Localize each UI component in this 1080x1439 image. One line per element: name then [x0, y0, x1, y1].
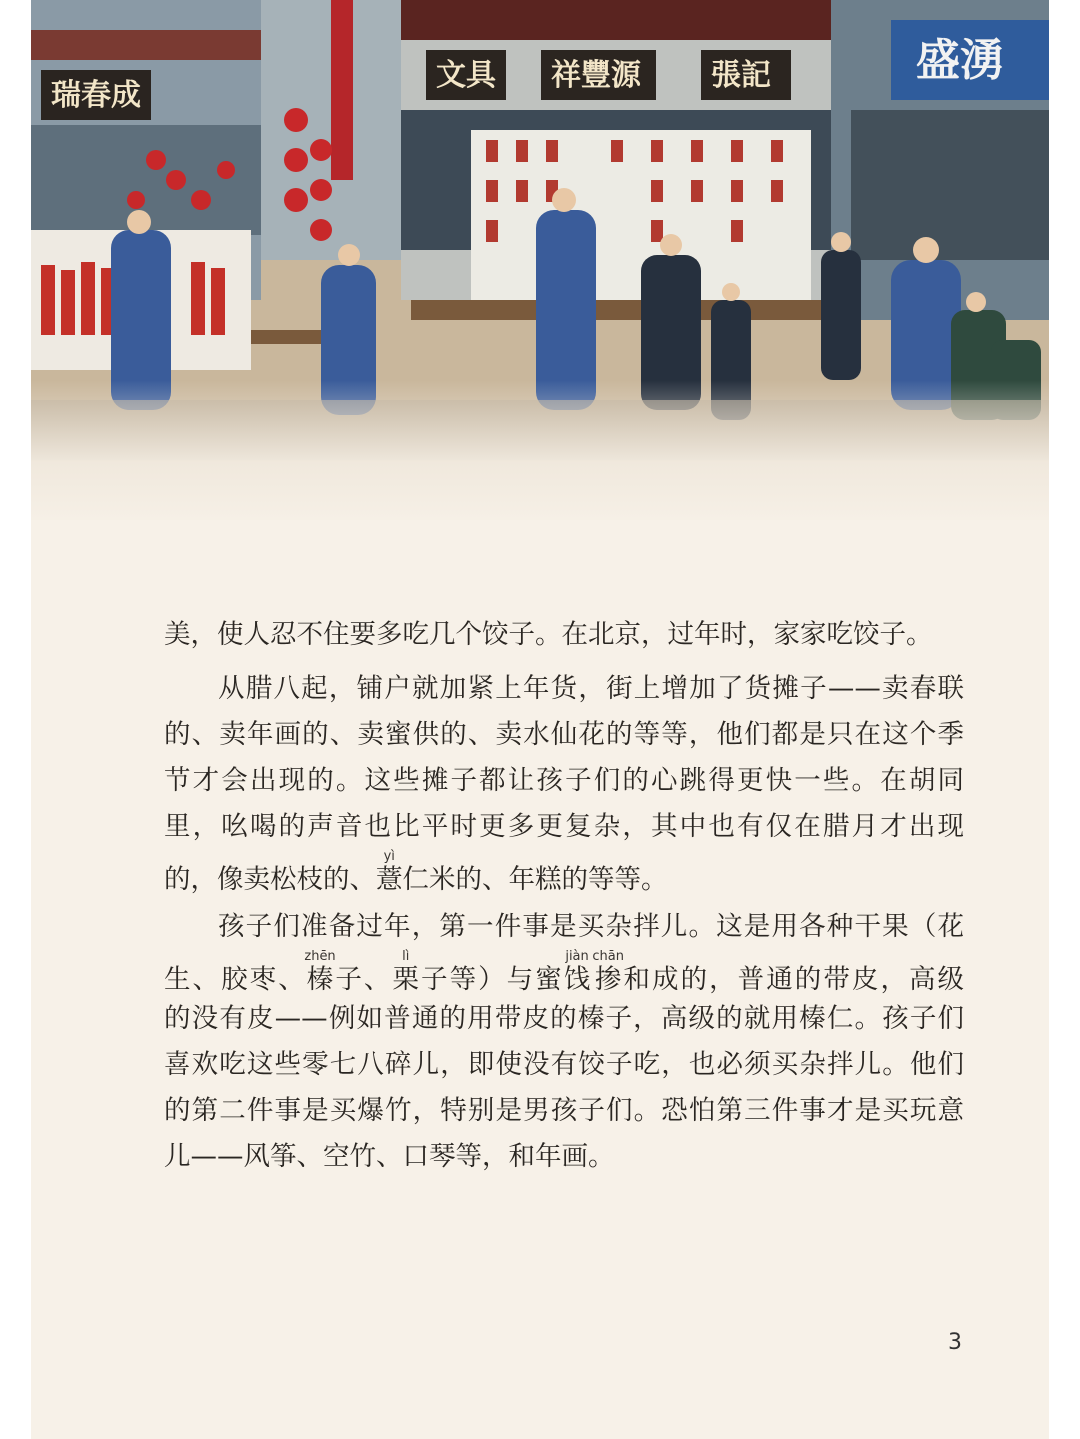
text-line [164, 950, 964, 996]
base-character: 掺 [592, 964, 624, 995]
text-segment: 孩子们准备过年，第一件事是买杂拌儿。这是用各种干果（花 [218, 911, 964, 942]
text-segment: 儿——风筝、空竹、口琴等，和年画。 [164, 1141, 615, 1172]
base-character: 榛 [304, 964, 336, 995]
pinyin-annotation: yì [376, 849, 403, 864]
street-market-illustration [31, 0, 1049, 520]
text-segment: 的，像卖松枝的、 [164, 864, 376, 895]
text-segment: 的第二件事是买爆竹，特别是男孩子们。恐怕第三件事才是买玩意 [164, 1095, 964, 1126]
text-segment: 里，吆喝的声音也比平时更多更复杂，其中也有仅在腊月才出现 [164, 811, 964, 842]
text-line [164, 804, 964, 850]
annotated-character [392, 949, 422, 995]
annotated-character [592, 949, 624, 995]
text-segment: 和成的，普通的带皮，高级 [621, 964, 965, 995]
shop-sign-5: 盛湧 [916, 35, 1004, 86]
shop-sign-1: 瑞春成 [51, 78, 141, 113]
text-segment: 从腊八起，铺户就加紧上年货，街上增加了货摊子——卖春联 [218, 673, 964, 704]
body-text [164, 612, 964, 1180]
text-segment: 子、 [333, 964, 393, 995]
text-line [164, 712, 964, 758]
text-line [164, 850, 964, 896]
base-character: 栗 [392, 964, 422, 995]
text-line [164, 1042, 964, 1088]
text-segment: 的没有皮——例如普通的用带皮的榛子，高级的就用榛仁。孩子们 [164, 1003, 964, 1034]
annotated-character [376, 849, 403, 895]
illustration-fade [31, 380, 1049, 530]
text-segment: 美，使人忍不住要多吃几个饺子。在北京，过年时，家家吃饺子。 [164, 619, 933, 650]
base-character: 饯 [563, 964, 593, 995]
page-number: 3 [948, 1330, 962, 1355]
shop-sign-3: 祥豐源 [551, 58, 641, 93]
text-line [164, 904, 964, 950]
text-segment: 节才会出现的。这些摊子都让孩子们的心跳得更快一些。在胡同 [164, 765, 964, 796]
annotated-character [563, 949, 593, 995]
book-page [31, 0, 1049, 1439]
paragraph-gap [164, 658, 964, 666]
annotated-character [304, 949, 336, 995]
text-line [164, 1134, 964, 1180]
text-segment: 生、胶枣、 [164, 964, 307, 995]
pinyin-annotation: jiàn [563, 949, 591, 964]
text-segment: 的、卖年画的、卖蜜供的、卖水仙花的等等，他们都是只在这个季 [164, 719, 964, 750]
text-line [164, 666, 964, 712]
shop-sign-2: 文具 [436, 58, 496, 93]
text-line [164, 996, 964, 1042]
text-line [164, 1088, 964, 1134]
pinyin-annotation: zhēn [304, 949, 336, 964]
text-line [164, 612, 964, 658]
pinyin-annotation: chān [592, 949, 624, 964]
shop-sign-4: 張記 [711, 58, 771, 93]
text-segment: 仁米的、年糕的等等。 [402, 864, 668, 895]
base-character: 薏 [376, 864, 403, 895]
text-segment: 子等）与蜜 [421, 964, 564, 995]
text-segment: 喜欢吃这些零七八碎儿，即使没有饺子吃，也必须买杂拌儿。他们 [164, 1049, 964, 1080]
pinyin-annotation: lì [392, 949, 419, 964]
text-line [164, 758, 964, 804]
